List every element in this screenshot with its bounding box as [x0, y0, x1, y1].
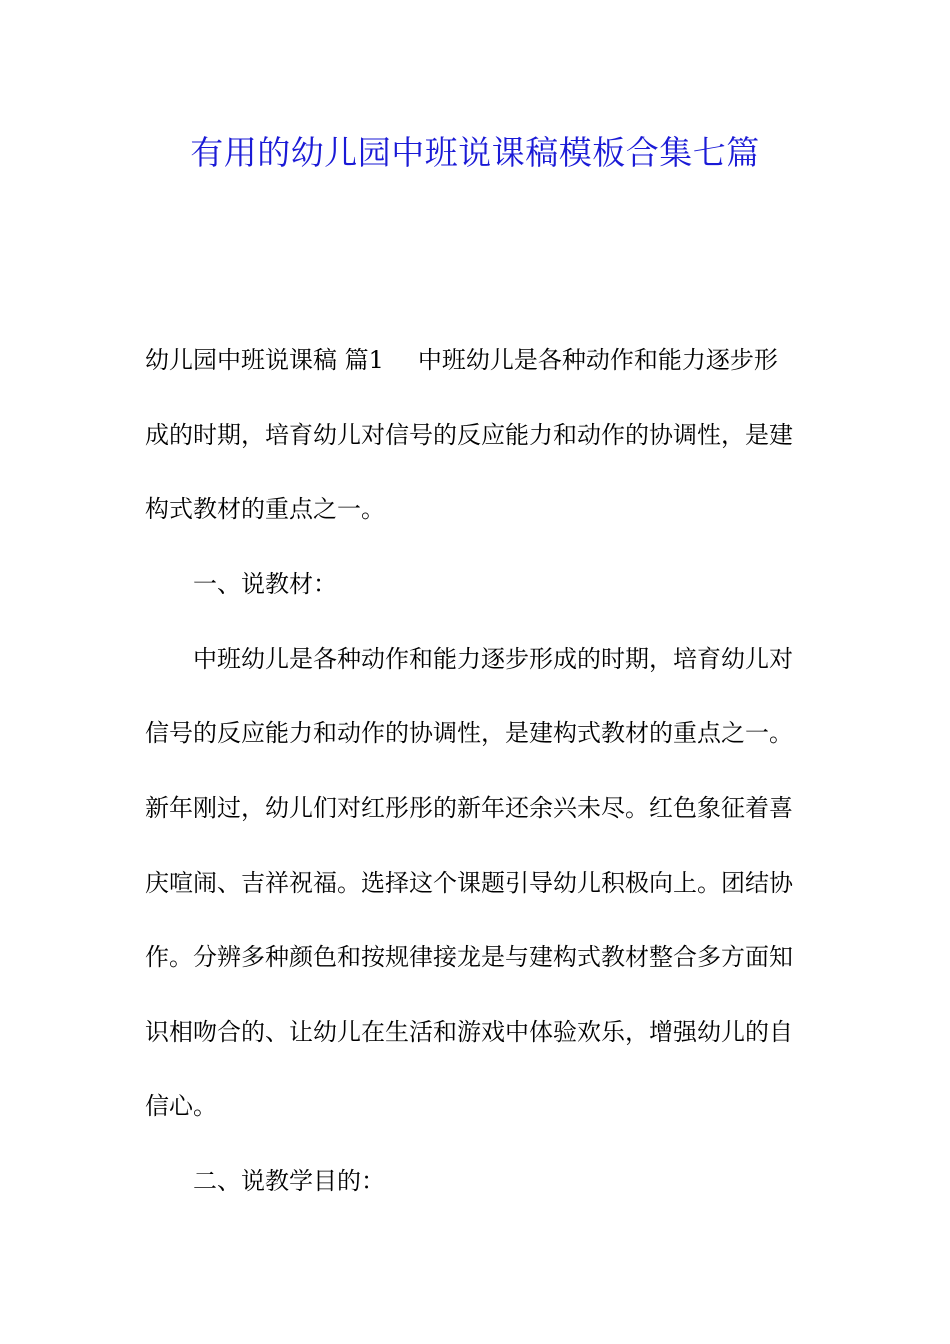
- heading-teaching-goals: 二、说教学目的：: [193, 1167, 385, 1195]
- heading-teaching-material: 一、说教材：: [193, 570, 337, 598]
- paragraph-line: 庆喧闹、吉祥祝福。选择这个课题引导幼儿积极向上。团结协: [145, 869, 793, 897]
- paragraph-line: 新年刚过，幼儿们对红彤彤的新年还余兴未尽。红色象征着喜: [145, 794, 793, 822]
- paragraph-line: 中班幼儿是各种动作和能力逐步形成的时期，培育幼儿对: [193, 645, 793, 673]
- paragraph-line: 信号的反应能力和动作的协调性，是建构式教材的重点之一。: [145, 719, 793, 747]
- section-heading: 幼儿园中班说课稿 篇1: [145, 346, 384, 374]
- paragraph-line: 作。分辨多种颜色和按规律接龙是与建构式教材整合多方面知: [145, 943, 793, 971]
- paragraph-line: 识相吻合的、让幼儿在生活和游戏中体验欢乐，增强幼儿的自: [145, 1018, 793, 1046]
- paragraph-line: 构式教材的重点之一。: [145, 495, 385, 523]
- first-line: [145, 343, 815, 377]
- paragraph-line: 信心。: [145, 1092, 217, 1120]
- paragraph-line: 成的时期，培育幼儿对信号的反应能力和动作的协调性，是建: [145, 421, 793, 449]
- document-title: 有用的幼儿园中班说课稿模板合集七篇: [190, 133, 760, 172]
- paragraph-line: 中班幼儿是各种动作和能力逐步形: [417, 346, 778, 374]
